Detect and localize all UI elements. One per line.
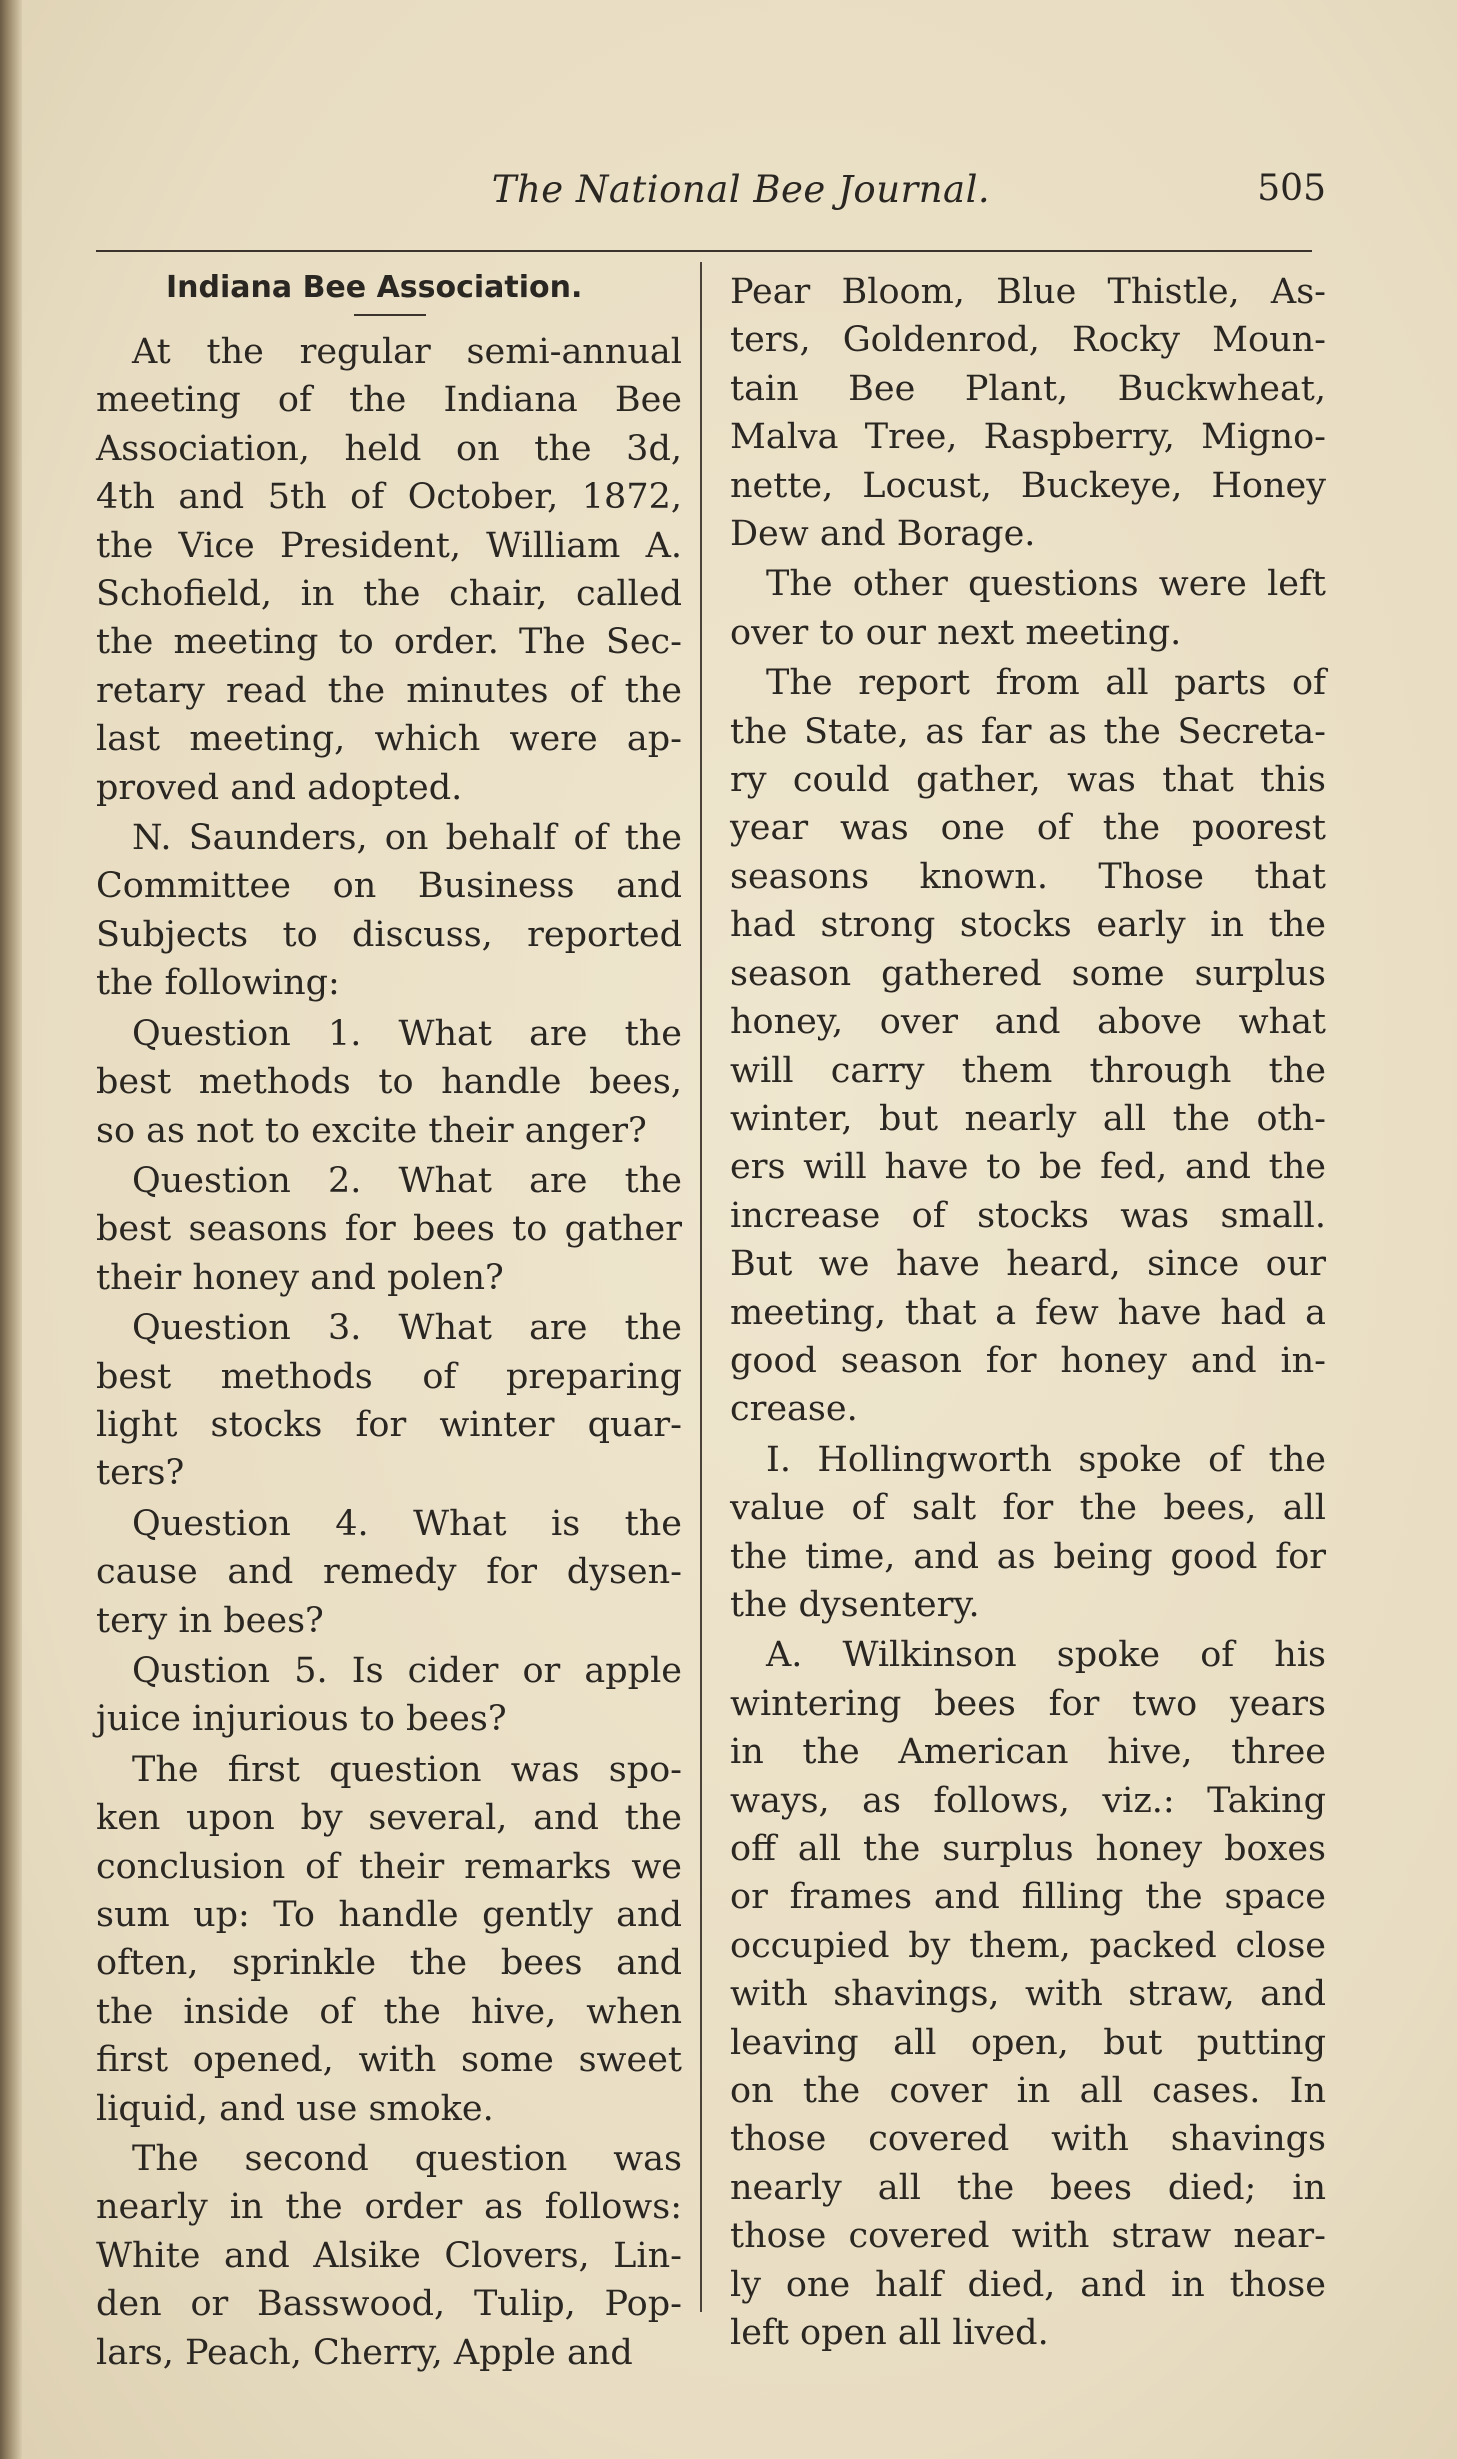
- text-line: The second question was: [132, 2139, 682, 2180]
- text-line: Question 3. What are the: [132, 1308, 682, 1349]
- text-line: the meeting to order. The Sec-: [96, 622, 682, 663]
- text-line: The first question was spo-: [132, 1749, 682, 1790]
- text-line: so as not to excite their anger?: [96, 1110, 647, 1151]
- text-line: last meeting, which were ap-: [96, 719, 682, 760]
- paragraph: [730, 268, 1326, 558]
- column-divider: [700, 262, 702, 2312]
- text-line: often, sprinkle the bees and: [96, 1943, 682, 1984]
- text-line: tery in bees?: [96, 1600, 324, 1641]
- text-line: those covered with straw near-: [730, 2216, 1326, 2257]
- text-line: first opened, with some sweet: [96, 2040, 682, 2081]
- header-rule: [96, 250, 1312, 252]
- text-line: I. Hollingworth spoke of the: [766, 1439, 1326, 1480]
- paragraph: [96, 328, 682, 812]
- text-line: nearly in the order as follows:: [96, 2187, 682, 2228]
- text-line: Dew and Borage.: [730, 514, 1036, 555]
- text-line: ters, Goldenrod, Rocky Moun-: [730, 320, 1326, 361]
- paragraph: [96, 1157, 682, 1302]
- text-line: White and Alsike Clovers, Lin-: [96, 2235, 682, 2276]
- running-title: The National Bee Journal.: [491, 168, 991, 211]
- text-line: or frames and filling the space: [730, 1877, 1326, 1918]
- text-line: good season for honey and in-: [730, 1340, 1326, 1381]
- paragraph: [96, 1647, 682, 1744]
- text-line: honey, over and above what: [730, 1002, 1326, 1043]
- text-line: ly one half died, and in those: [730, 2264, 1326, 2305]
- text-line: liquid, and use smoke.: [96, 2088, 494, 2129]
- text-line: The report from all parts of: [766, 663, 1326, 704]
- text-line: den or Basswood, Tulip, Pop-: [96, 2284, 682, 2325]
- text-line: the inside of the hive, when: [96, 1991, 682, 2032]
- text-line: value of salt for the bees, all: [730, 1488, 1326, 1529]
- text-line: Schofield, in the chair, called: [96, 574, 682, 615]
- text-line: Association, held on the 3d,: [96, 428, 682, 469]
- text-line: A. Wilkinson spoke of his: [766, 1635, 1326, 1676]
- paragraph: [730, 659, 1326, 1434]
- left-column: [96, 268, 682, 2379]
- paragraph: [730, 1436, 1326, 1630]
- text-line: lars, Peach, Cherry, Apple and: [96, 2332, 633, 2373]
- text-line: sum up: To handle gently and: [96, 1895, 682, 1935]
- text-line: The other questions were left: [766, 564, 1326, 605]
- paragraph: [96, 1010, 682, 1155]
- text-line: 4th and 5th of October, 1872,: [96, 477, 682, 518]
- text-line: N. Saunders, on behalf of the: [132, 818, 682, 859]
- paragraph: [730, 1631, 1326, 2357]
- text-line: juice injurious to bees?: [96, 1699, 507, 1740]
- text-line: meeting of the Indiana Bee: [96, 380, 682, 421]
- text-line: year was one of the poorest: [730, 808, 1326, 849]
- text-line: had strong stocks early in the: [730, 905, 1326, 946]
- text-line: nearly all the bees died; in: [730, 2167, 1326, 2208]
- text-line: best methods of preparing: [96, 1356, 682, 1397]
- text-line: Committee on Business and: [96, 866, 682, 907]
- text-line: Question 2. What are the: [132, 1160, 682, 1201]
- text-line: retary read the minutes of the: [96, 670, 682, 711]
- text-line: best seasons for bees to gather: [96, 1209, 682, 1250]
- text-line: crease.: [730, 1389, 858, 1430]
- text-line: the Vice President, William A.: [96, 525, 682, 566]
- text-line: their honey and polen?: [96, 1257, 504, 1298]
- text-line: on the cover in all cases. In: [730, 2071, 1326, 2112]
- text-line: the State, as far as the Secreta-: [730, 711, 1326, 752]
- text-line: the following:: [96, 963, 340, 1004]
- text-line: winter, but nearly all the oth-: [730, 1098, 1326, 1139]
- text-line: leaving all open, but putting: [730, 2022, 1326, 2063]
- text-line: occupied by them, packed close: [730, 1925, 1326, 1966]
- text-line: the time, and as being good for: [730, 1536, 1326, 1577]
- page-number: 505: [1257, 168, 1326, 209]
- text-line: best methods to handle bees,: [96, 1062, 682, 1103]
- text-line: off all the surplus honey boxes: [730, 1829, 1326, 1869]
- text-line: Subjects to discuss, reported: [96, 914, 682, 955]
- text-line: will carry them through the: [730, 1050, 1326, 1091]
- right-column: [730, 268, 1326, 2359]
- text-line: ry could gather, was that this: [730, 760, 1326, 801]
- text-line: proved and adopted.: [96, 767, 463, 808]
- text-line: conclusion of their remarks we: [96, 1846, 682, 1887]
- text-line: nette, Locust, Buckeye, Honey: [730, 465, 1326, 506]
- text-line: Pear Bloom, Blue Thistle, As-: [730, 272, 1326, 312]
- text-line: ers will have to be fed, and the: [730, 1147, 1326, 1188]
- text-line: tain Bee Plant, Buckwheat,: [730, 368, 1326, 409]
- text-line: left open all lived.: [730, 2313, 1049, 2354]
- paragraph: [96, 2135, 682, 2377]
- paragraph: [96, 1500, 682, 1645]
- text-line: cause and remedy for dysen-: [96, 1552, 682, 1593]
- text-line: ters?: [96, 1453, 185, 1494]
- text-line: the dysentery.: [730, 1584, 980, 1625]
- page-header: [96, 168, 1326, 228]
- text-line: in the American hive, three: [730, 1732, 1326, 1773]
- section-title: Indiana Bee Association.: [166, 270, 583, 305]
- text-line: Question 1. What are the: [132, 1013, 682, 1054]
- text-line: ken upon by several, and the: [96, 1798, 682, 1839]
- text-line: with shavings, with straw, and: [730, 1974, 1326, 2015]
- book-binding-shadow: [0, 0, 22, 2459]
- text-line: increase of stocks was small.: [730, 1195, 1326, 1236]
- text-line: Question 4. What is the: [132, 1503, 682, 1544]
- text-line: over to our next meeting.: [730, 612, 1182, 653]
- paragraph: [96, 1746, 682, 2133]
- text-line: At the regular semi-annual: [132, 332, 682, 372]
- paragraph: [96, 814, 682, 1008]
- text-line: But we have heard, since our: [730, 1244, 1326, 1285]
- paragraph: [96, 1304, 682, 1498]
- text-line: Malva Tree, Raspberry, Migno-: [730, 417, 1326, 458]
- text-line: season gathered some surplus: [730, 953, 1326, 994]
- text-line: meeting, that a few have had a: [730, 1292, 1326, 1333]
- paragraph: [730, 560, 1326, 657]
- text-line: ways, as follows, viz.: Taking: [730, 1780, 1326, 1821]
- text-line: those covered with shavings: [730, 2119, 1326, 2160]
- text-line: light stocks for winter quar-: [96, 1404, 682, 1445]
- text-line: Qustion 5. Is cider or apple: [132, 1650, 682, 1691]
- text-line: wintering bees for two years: [730, 1683, 1326, 1724]
- title-rule: [354, 314, 426, 316]
- text-line: seasons known. Those that: [730, 856, 1326, 897]
